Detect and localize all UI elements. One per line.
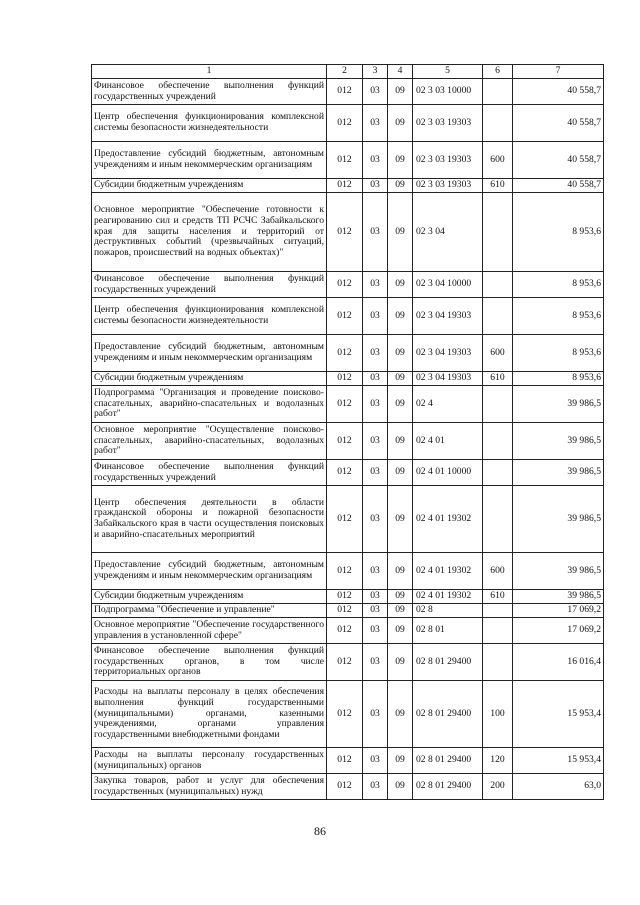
- row-name-cell: Расходы на выплаты персоналу государственных (муниципальных) органов: [92, 748, 327, 774]
- row-section-cell: 03: [363, 372, 388, 386]
- row-amount-cell: 8 953,6: [513, 193, 604, 272]
- row-target-article-cell: 02 4: [413, 386, 483, 423]
- row-amount-cell: 39 986,5: [513, 460, 604, 486]
- row-name-cell: Основное мероприятие "Осуществление поисково-спасательных, аварийно-спасательных, водолазных работ": [92, 423, 327, 460]
- row-target-article-cell: 02 4 01 19302: [413, 590, 483, 604]
- row-expense-type-cell: 120: [483, 748, 513, 774]
- row-name-cell: Подпрограмма "Организация и проведение поисково-спасательных, аварийно-спасательных и водолазных работ": [92, 386, 327, 423]
- row-target-article-cell: 02 4 01 19302: [413, 486, 483, 553]
- row-section-cell: 03: [363, 590, 388, 604]
- row-subsection-cell: 09: [388, 272, 413, 298]
- row-admin-code-cell: 012: [327, 298, 363, 335]
- row-name-cell: Центр обеспечения деятельности в области гражданской обороны и пожарной безопасности Забайкальского края в части осуществления поисковых и аварийно-спасательных мероприятий: [92, 486, 327, 553]
- row-target-article-cell: 02 8 01 29400: [413, 681, 483, 748]
- header-col-1: 1: [92, 65, 327, 79]
- table-row: [92, 774, 604, 800]
- row-section-cell: 03: [363, 335, 388, 372]
- header-col-7: 7: [513, 65, 604, 79]
- row-section-cell: 03: [363, 604, 388, 618]
- row-section-cell: 03: [363, 142, 388, 179]
- row-expense-type-cell: [483, 272, 513, 298]
- row-admin-code-cell: 012: [327, 681, 363, 748]
- table-header-row: [92, 65, 604, 79]
- budget-table: [91, 64, 604, 800]
- row-amount-cell: 39 986,5: [513, 423, 604, 460]
- row-expense-type-cell: [483, 298, 513, 335]
- row-name-cell: Финансовое обеспечение выполнения функций государственных учреждений: [92, 79, 327, 105]
- row-admin-code-cell: 012: [327, 604, 363, 618]
- row-name-cell: Предоставление субсидий бюджетным, автономным учреждениям и иным некоммерческим организациям: [92, 553, 327, 590]
- table-row: [92, 644, 604, 681]
- row-section-cell: 03: [363, 748, 388, 774]
- row-admin-code-cell: 012: [327, 272, 363, 298]
- row-amount-cell: 15 953,4: [513, 748, 604, 774]
- header-col-5: 5: [413, 65, 483, 79]
- row-section-cell: 03: [363, 272, 388, 298]
- row-section-cell: 03: [363, 423, 388, 460]
- row-target-article-cell: 02 4 01 10000: [413, 460, 483, 486]
- row-amount-cell: 8 953,6: [513, 372, 604, 386]
- row-amount-cell: 16 016,4: [513, 644, 604, 681]
- table-row: [92, 486, 604, 553]
- row-admin-code-cell: 012: [327, 553, 363, 590]
- row-target-article-cell: 02 4 01: [413, 423, 483, 460]
- row-subsection-cell: 09: [388, 335, 413, 372]
- row-name-cell: Субсидии бюджетным учреждениям: [92, 590, 327, 604]
- row-subsection-cell: 09: [388, 423, 413, 460]
- row-name-cell: Предоставление субсидий бюджетным, автономным учреждениям и иным некоммерческим организациям: [92, 335, 327, 372]
- table-row: [92, 105, 604, 142]
- row-expense-type-cell: [483, 460, 513, 486]
- row-subsection-cell: 09: [388, 553, 413, 590]
- row-target-article-cell: 02 3 03 19303: [413, 142, 483, 179]
- row-expense-type-cell: 100: [483, 681, 513, 748]
- row-expense-type-cell: 610: [483, 372, 513, 386]
- row-expense-type-cell: [483, 193, 513, 272]
- row-admin-code-cell: 012: [327, 774, 363, 800]
- row-name-cell: Расходы на выплаты персоналу в целях обеспечения выполнения функций государственными (муниципальными) органами, казенными учреждениями, органами управления государственными внебюджетными фондами: [92, 681, 327, 748]
- row-expense-type-cell: 610: [483, 179, 513, 193]
- row-target-article-cell: 02 3 03 10000: [413, 79, 483, 105]
- table-row: [92, 423, 604, 460]
- row-target-article-cell: 02 3 03 19303: [413, 179, 483, 193]
- row-subsection-cell: 09: [388, 179, 413, 193]
- row-subsection-cell: 09: [388, 748, 413, 774]
- row-expense-type-cell: 600: [483, 142, 513, 179]
- row-expense-type-cell: [483, 644, 513, 681]
- row-subsection-cell: 09: [388, 460, 413, 486]
- header-col-6: 6: [483, 65, 513, 79]
- row-subsection-cell: 09: [388, 590, 413, 604]
- row-admin-code-cell: 012: [327, 460, 363, 486]
- table-row: [92, 604, 604, 618]
- row-target-article-cell: 02 3 04: [413, 193, 483, 272]
- row-name-cell: Основное мероприятие "Обеспечение готовности к реагированию сил и средств ТП РСЧС Забайкальского края для защиты населения и территорий от деструктивных событий (чрезвычайных ситуаций, пожаров, происшествий на водных объектах)": [92, 193, 327, 272]
- row-target-article-cell: 02 4 01 19302: [413, 553, 483, 590]
- row-subsection-cell: 09: [388, 644, 413, 681]
- row-expense-type-cell: [483, 604, 513, 618]
- row-admin-code-cell: 012: [327, 105, 363, 142]
- table-row: [92, 272, 604, 298]
- row-amount-cell: 8 953,6: [513, 272, 604, 298]
- row-admin-code-cell: 012: [327, 142, 363, 179]
- row-amount-cell: 39 986,5: [513, 386, 604, 423]
- row-name-cell: Финансовое обеспечение выполнения функций государственных учреждений: [92, 272, 327, 298]
- row-target-article-cell: 02 8 01 29400: [413, 644, 483, 681]
- row-subsection-cell: 09: [388, 386, 413, 423]
- row-expense-type-cell: 600: [483, 335, 513, 372]
- row-section-cell: 03: [363, 486, 388, 553]
- row-amount-cell: 39 986,5: [513, 553, 604, 590]
- row-name-cell: Центр обеспечения функционирования комплексной системы безопасности жизнедеятельности: [92, 105, 327, 142]
- row-expense-type-cell: [483, 423, 513, 460]
- row-name-cell: Субсидии бюджетным учреждениям: [92, 179, 327, 193]
- row-name-cell: Центр обеспечения функционирования комплексной системы безопасности жизнедеятельности: [92, 298, 327, 335]
- row-target-article-cell: 02 3 04 19303: [413, 335, 483, 372]
- row-subsection-cell: 09: [388, 298, 413, 335]
- row-expense-type-cell: 600: [483, 553, 513, 590]
- row-section-cell: 03: [363, 193, 388, 272]
- row-admin-code-cell: 012: [327, 179, 363, 193]
- row-section-cell: 03: [363, 553, 388, 590]
- row-amount-cell: 8 953,6: [513, 335, 604, 372]
- row-target-article-cell: 02 3 04 10000: [413, 272, 483, 298]
- row-name-cell: Субсидии бюджетным учреждениям: [92, 372, 327, 386]
- row-target-article-cell: 02 8: [413, 604, 483, 618]
- row-name-cell: Финансовое обеспечение выполнения функций государственных учреждений: [92, 460, 327, 486]
- row-subsection-cell: 09: [388, 486, 413, 553]
- row-name-cell: Основное мероприятие "Обеспечение государственного управления в установленной сфере": [92, 618, 327, 644]
- row-expense-type-cell: 610: [483, 590, 513, 604]
- row-section-cell: 03: [363, 105, 388, 142]
- table-row: [92, 553, 604, 590]
- row-target-article-cell: 02 8 01: [413, 618, 483, 644]
- row-amount-cell: 39 986,5: [513, 590, 604, 604]
- row-subsection-cell: 09: [388, 105, 413, 142]
- row-subsection-cell: 09: [388, 681, 413, 748]
- row-amount-cell: 39 986,5: [513, 486, 604, 553]
- row-admin-code-cell: 012: [327, 423, 363, 460]
- row-section-cell: 03: [363, 618, 388, 644]
- page-number: 86: [314, 824, 326, 838]
- row-section-cell: 03: [363, 179, 388, 193]
- row-expense-type-cell: [483, 618, 513, 644]
- table-row: [92, 179, 604, 193]
- row-admin-code-cell: 012: [327, 644, 363, 681]
- row-subsection-cell: 09: [388, 604, 413, 618]
- row-target-article-cell: 02 3 03 19303: [413, 105, 483, 142]
- row-target-article-cell: 02 3 04 19303: [413, 298, 483, 335]
- table-row: [92, 748, 604, 774]
- row-name-cell: Предоставление субсидий бюджетным, автономным учреждениям и иным некоммерческим организациям: [92, 142, 327, 179]
- header-col-3: 3: [363, 65, 388, 79]
- header-col-4: 4: [388, 65, 413, 79]
- row-subsection-cell: 09: [388, 372, 413, 386]
- table-row: [92, 142, 604, 179]
- row-subsection-cell: 09: [388, 142, 413, 179]
- table-row: [92, 460, 604, 486]
- row-target-article-cell: 02 8 01 29400: [413, 774, 483, 800]
- row-expense-type-cell: [483, 486, 513, 553]
- row-expense-type-cell: [483, 105, 513, 142]
- table-row: [92, 335, 604, 372]
- row-admin-code-cell: 012: [327, 748, 363, 774]
- row-target-article-cell: 02 3 04 19303: [413, 372, 483, 386]
- row-amount-cell: 15 953,4: [513, 681, 604, 748]
- table-row: [92, 372, 604, 386]
- header-col-2: 2: [327, 65, 363, 79]
- table-row: [92, 386, 604, 423]
- row-name-cell: Финансовое обеспечение выполнения функций государственных органов, в том числе территориальных органов: [92, 644, 327, 681]
- row-expense-type-cell: [483, 386, 513, 423]
- row-amount-cell: 63,0: [513, 774, 604, 800]
- row-name-cell: Подпрограмма "Обеспечение и управление": [92, 604, 327, 618]
- row-amount-cell: 40 558,7: [513, 179, 604, 193]
- row-admin-code-cell: 012: [327, 335, 363, 372]
- table-row: [92, 590, 604, 604]
- row-admin-code-cell: 012: [327, 618, 363, 644]
- row-admin-code-cell: 012: [327, 193, 363, 272]
- row-amount-cell: 17 069,2: [513, 604, 604, 618]
- row-section-cell: 03: [363, 386, 388, 423]
- table-row: [92, 298, 604, 335]
- row-expense-type-cell: 200: [483, 774, 513, 800]
- row-expense-type-cell: [483, 79, 513, 105]
- table-row: [92, 681, 604, 748]
- row-subsection-cell: 09: [388, 193, 413, 272]
- table-row: [92, 618, 604, 644]
- row-section-cell: 03: [363, 460, 388, 486]
- row-admin-code-cell: 012: [327, 79, 363, 105]
- table-body: [92, 79, 604, 800]
- row-amount-cell: 8 953,6: [513, 298, 604, 335]
- row-target-article-cell: 02 8 01 29400: [413, 748, 483, 774]
- row-section-cell: 03: [363, 298, 388, 335]
- row-admin-code-cell: 012: [327, 386, 363, 423]
- row-subsection-cell: 09: [388, 79, 413, 105]
- table-row: [92, 79, 604, 105]
- row-section-cell: 03: [363, 644, 388, 681]
- row-amount-cell: 40 558,7: [513, 142, 604, 179]
- row-admin-code-cell: 012: [327, 486, 363, 553]
- row-subsection-cell: 09: [388, 618, 413, 644]
- row-subsection-cell: 09: [388, 774, 413, 800]
- row-name-cell: Закупка товаров, работ и услуг для обеспечения государственных (муниципальных) нужд: [92, 774, 327, 800]
- row-section-cell: 03: [363, 774, 388, 800]
- row-amount-cell: 40 558,7: [513, 105, 604, 142]
- row-amount-cell: 17 069,2: [513, 618, 604, 644]
- row-admin-code-cell: 012: [327, 590, 363, 604]
- row-amount-cell: 40 558,7: [513, 79, 604, 105]
- table-row: [92, 193, 604, 272]
- row-section-cell: 03: [363, 681, 388, 748]
- row-admin-code-cell: 012: [327, 372, 363, 386]
- row-section-cell: 03: [363, 79, 388, 105]
